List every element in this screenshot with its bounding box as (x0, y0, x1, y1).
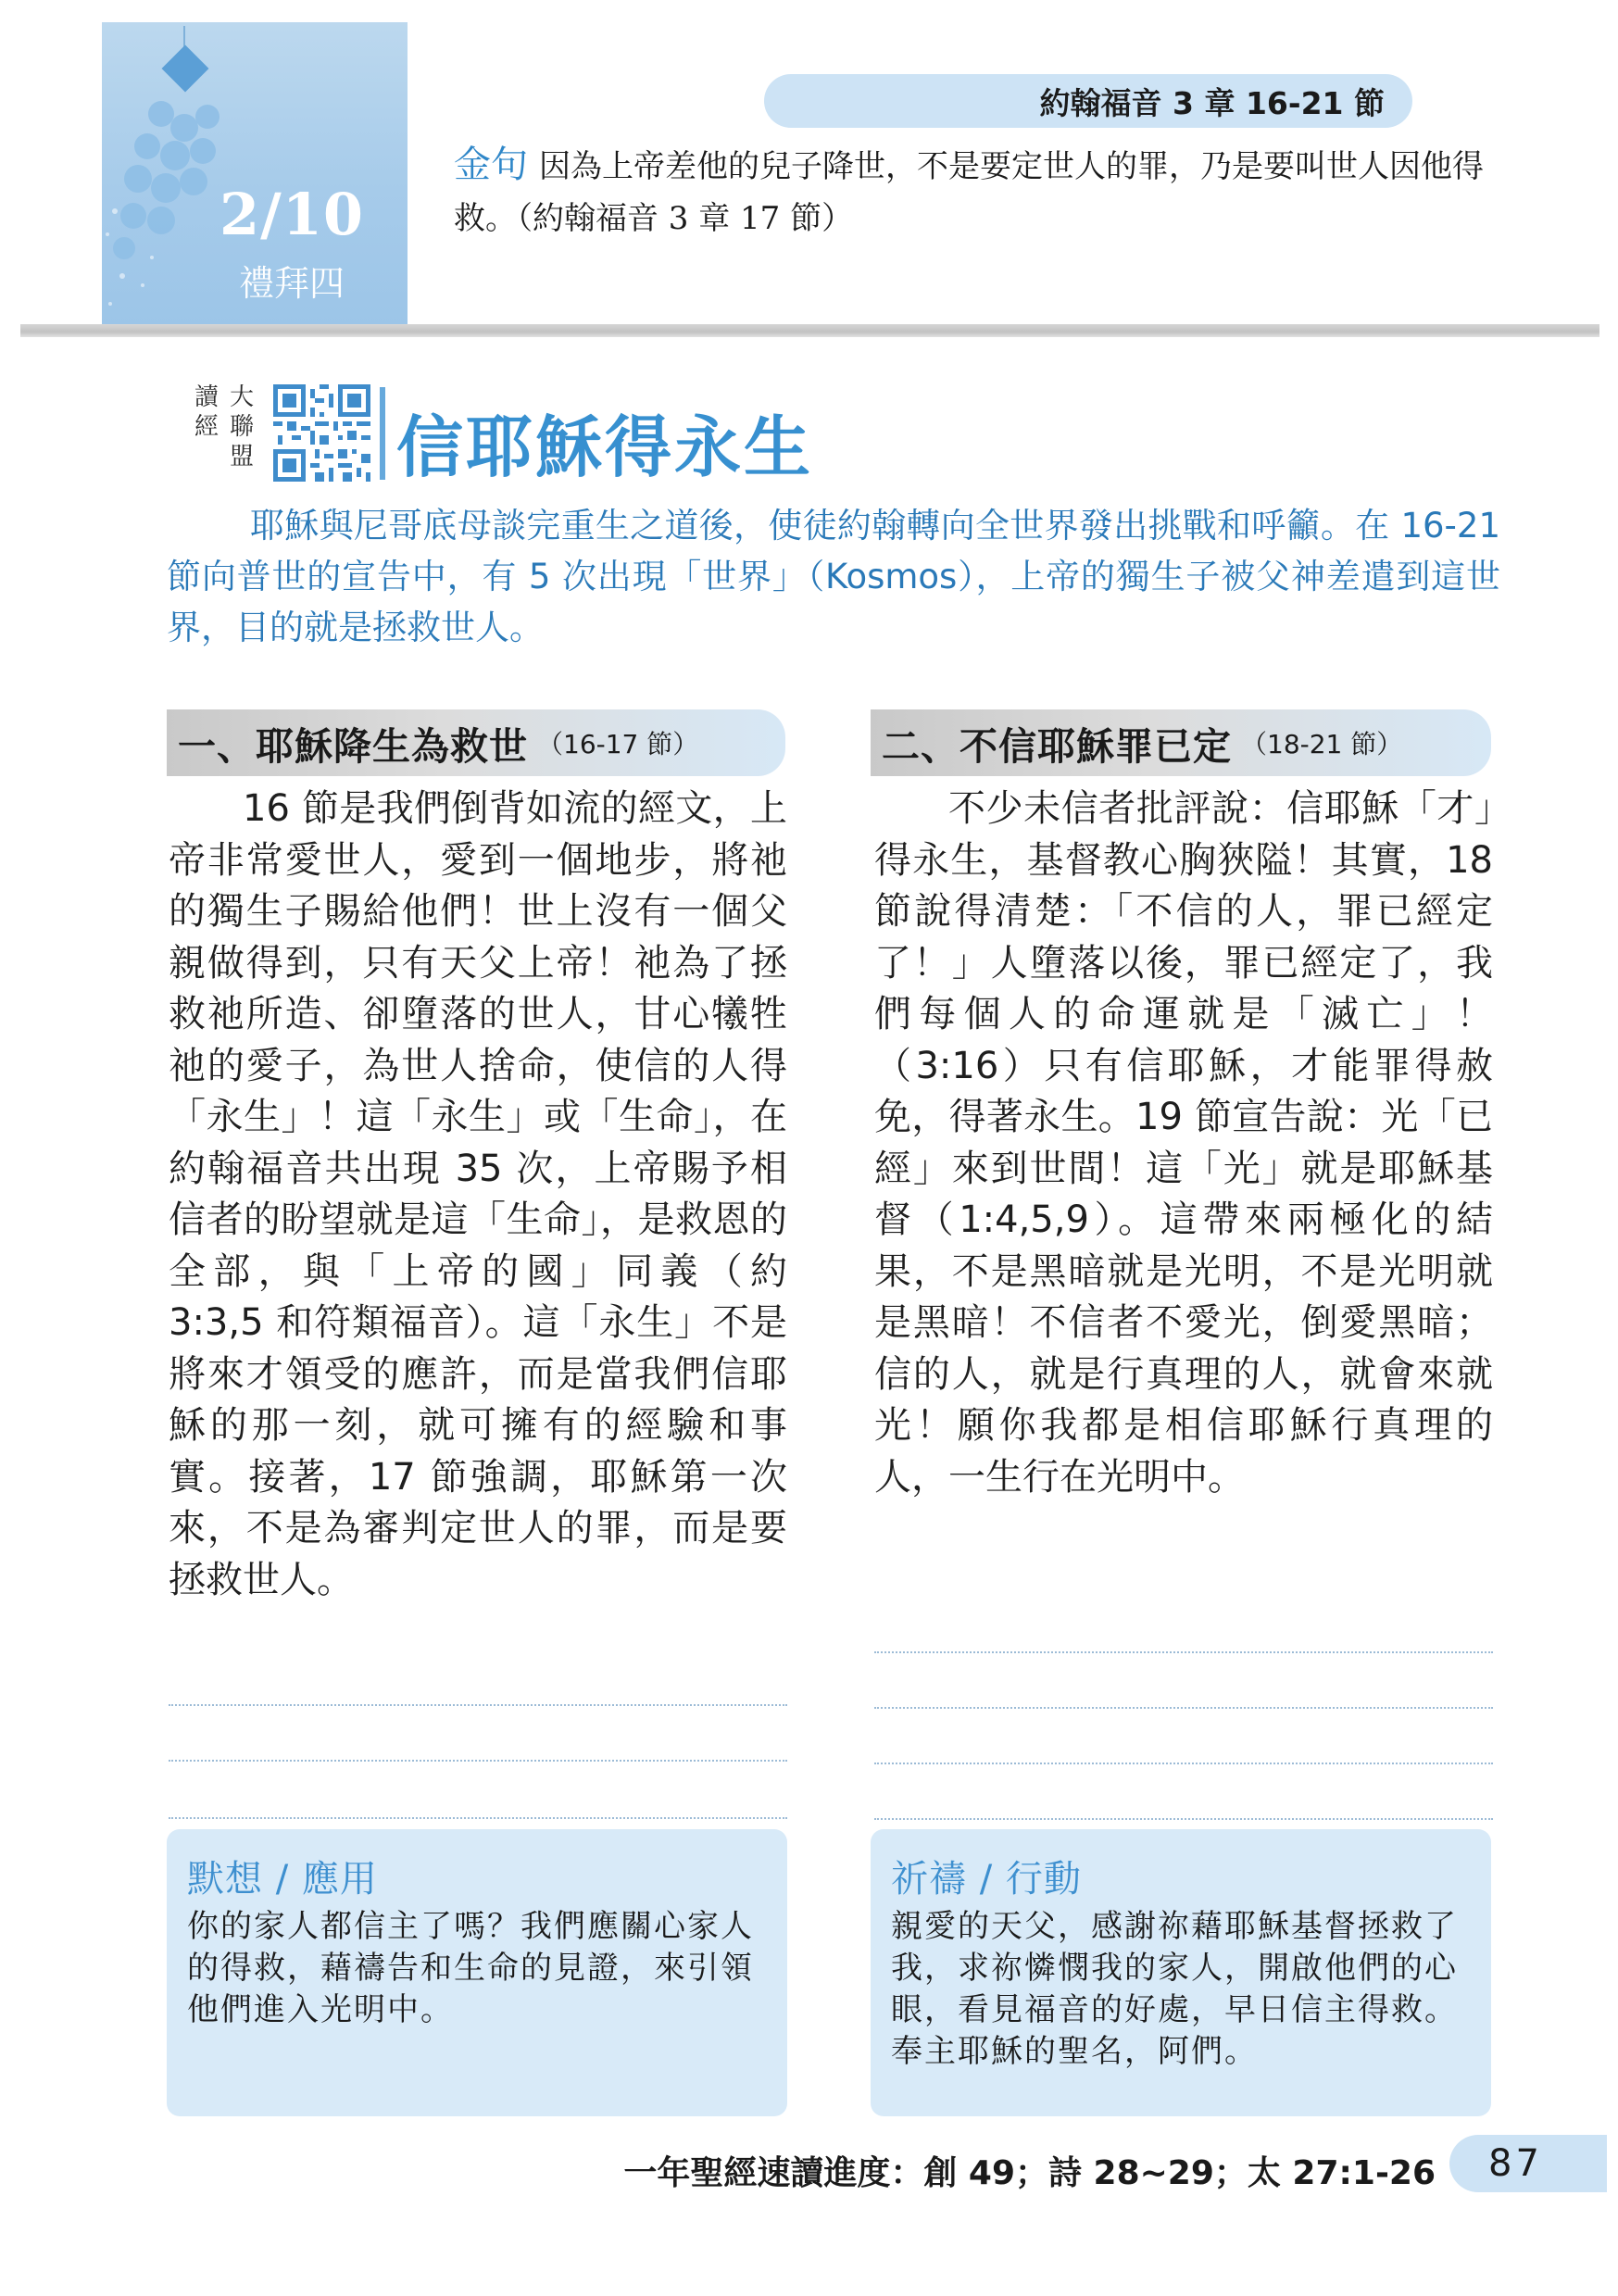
meditation-text: 你的家人都信主了嗎？我們應關心家人的得救，藉禱告和生命的見證，來引領他們進入光明中。 (187, 1908, 754, 2028)
prayer-label: 祈禱 / 行動 (891, 1858, 1082, 1901)
section2-ref: （18-21 節） (1241, 729, 1403, 759)
golden-verse (454, 139, 1500, 245)
golden-verse-label: 金句 (454, 144, 528, 186)
page-title: 信耶穌得永生 (396, 408, 814, 486)
note-line (169, 1817, 787, 1819)
note-line (169, 1704, 787, 1706)
page-number-tab (1449, 2135, 1607, 2192)
header-divider (20, 324, 1599, 337)
meditation-box (167, 1829, 787, 2116)
intro-paragraph: 耶穌與尼哥底母談完重生之道後，使徒約翰轉向全世界發出挑戰和呼籲。在 16-21 節向普世的宣告中，有 5 次出現「世界」（Kosmos），上帝的獨生子被父神差遣到這世界，目的就是拯救世人。 (167, 506, 1500, 647)
passage-reference: 約翰福音 3 章 16-21 節 (1039, 84, 1385, 121)
weekday-label: 禮拜四 (238, 263, 345, 304)
side-label-left: 讀經 (194, 383, 219, 441)
reading-progress: 一年聖經速讀進度：創 49；詩 28~29；太 27:1-26 (623, 2154, 1436, 2192)
section2-title: 二、不信耶穌罪已定 (882, 723, 1232, 769)
section2-header (871, 709, 1491, 776)
note-line (874, 1763, 1493, 1764)
date-label: 2/10 (219, 181, 365, 248)
prayer-text: 親愛的天父，感謝祢藉耶穌基督拯救了我，求祢憐憫我的家人，開啟他們的心眼，看見福音的好處，早日信主得救。奉主耶穌的聖名，阿們。 (891, 1908, 1458, 2070)
meditation-label: 默想 / 應用 (187, 1858, 378, 1901)
section1-ref: （16-17 節） (537, 729, 699, 759)
note-line (874, 1651, 1493, 1653)
section1-title: 一、耶穌降生為救世 (178, 723, 528, 769)
note-line (874, 1818, 1493, 1820)
note-line (169, 1760, 787, 1762)
section1-body: 16 節是我們倒背如流的經文，上帝非常愛世人，愛到一個地步，將祂的獨生子賜給他們！世上沒有一個父親做得到，只有天父上帝！祂為了拯救祂所造、卻墮落的世人，甘心犧牲祂的愛子，為世人捨命，使信的人得「永生」！這「永生」或「生命」，在約翰福音共出現 35 次，上帝賜予相信者的盼望就是這「生命」，是救恩的全部，與「上帝的國」同義（約 3:3,5 和符類福音）。這「永生」不是將來才領受的應許，而是當我們信耶穌的那一刻，就可擁有的經驗和事實。接著，17 節強調，耶穌第一次來，不是為審判定世人的罪，而是要拯救世人。 (169, 787, 787, 1601)
title-accent-bar (380, 387, 385, 480)
prayer-box (871, 1829, 1491, 2116)
page-number: 87 (1488, 2142, 1543, 2185)
passage-reference-pill (764, 74, 1412, 128)
section1-header (167, 709, 785, 776)
section2-body: 不少未信者批評說：信耶穌「才」得永生，基督教心胸狹隘！其實，18 節說得清楚：「不信的人，罪已經定了！」人墮落以後，罪已經定了，我們每個人的命運就是「滅亡」！（3:16）只有信耶穌，才能罪得赦免，得著永生。19 節宣告說：光「已經」來到世間！這「光」就是耶穌基督（1:4,5,9）。這帶來兩極化的結果，不是黑暗就是光明，不是光明就是黑暗！不信者不愛光，倒愛黑暗；信的人，就是行真理的人，就會來就光！願你我都是相信耶穌行真理的人，一生行在光明中。 (874, 787, 1493, 1499)
note-line (874, 1707, 1493, 1709)
qr-code-icon[interactable] (273, 384, 370, 482)
golden-verse-text: 因為上帝差他的兒子降世，不是要定世人的罪，乃是要叫世人因他得救。（約翰福音 3 章 17 節） (454, 148, 1484, 237)
side-label-right: 大聯盟 (229, 383, 254, 470)
